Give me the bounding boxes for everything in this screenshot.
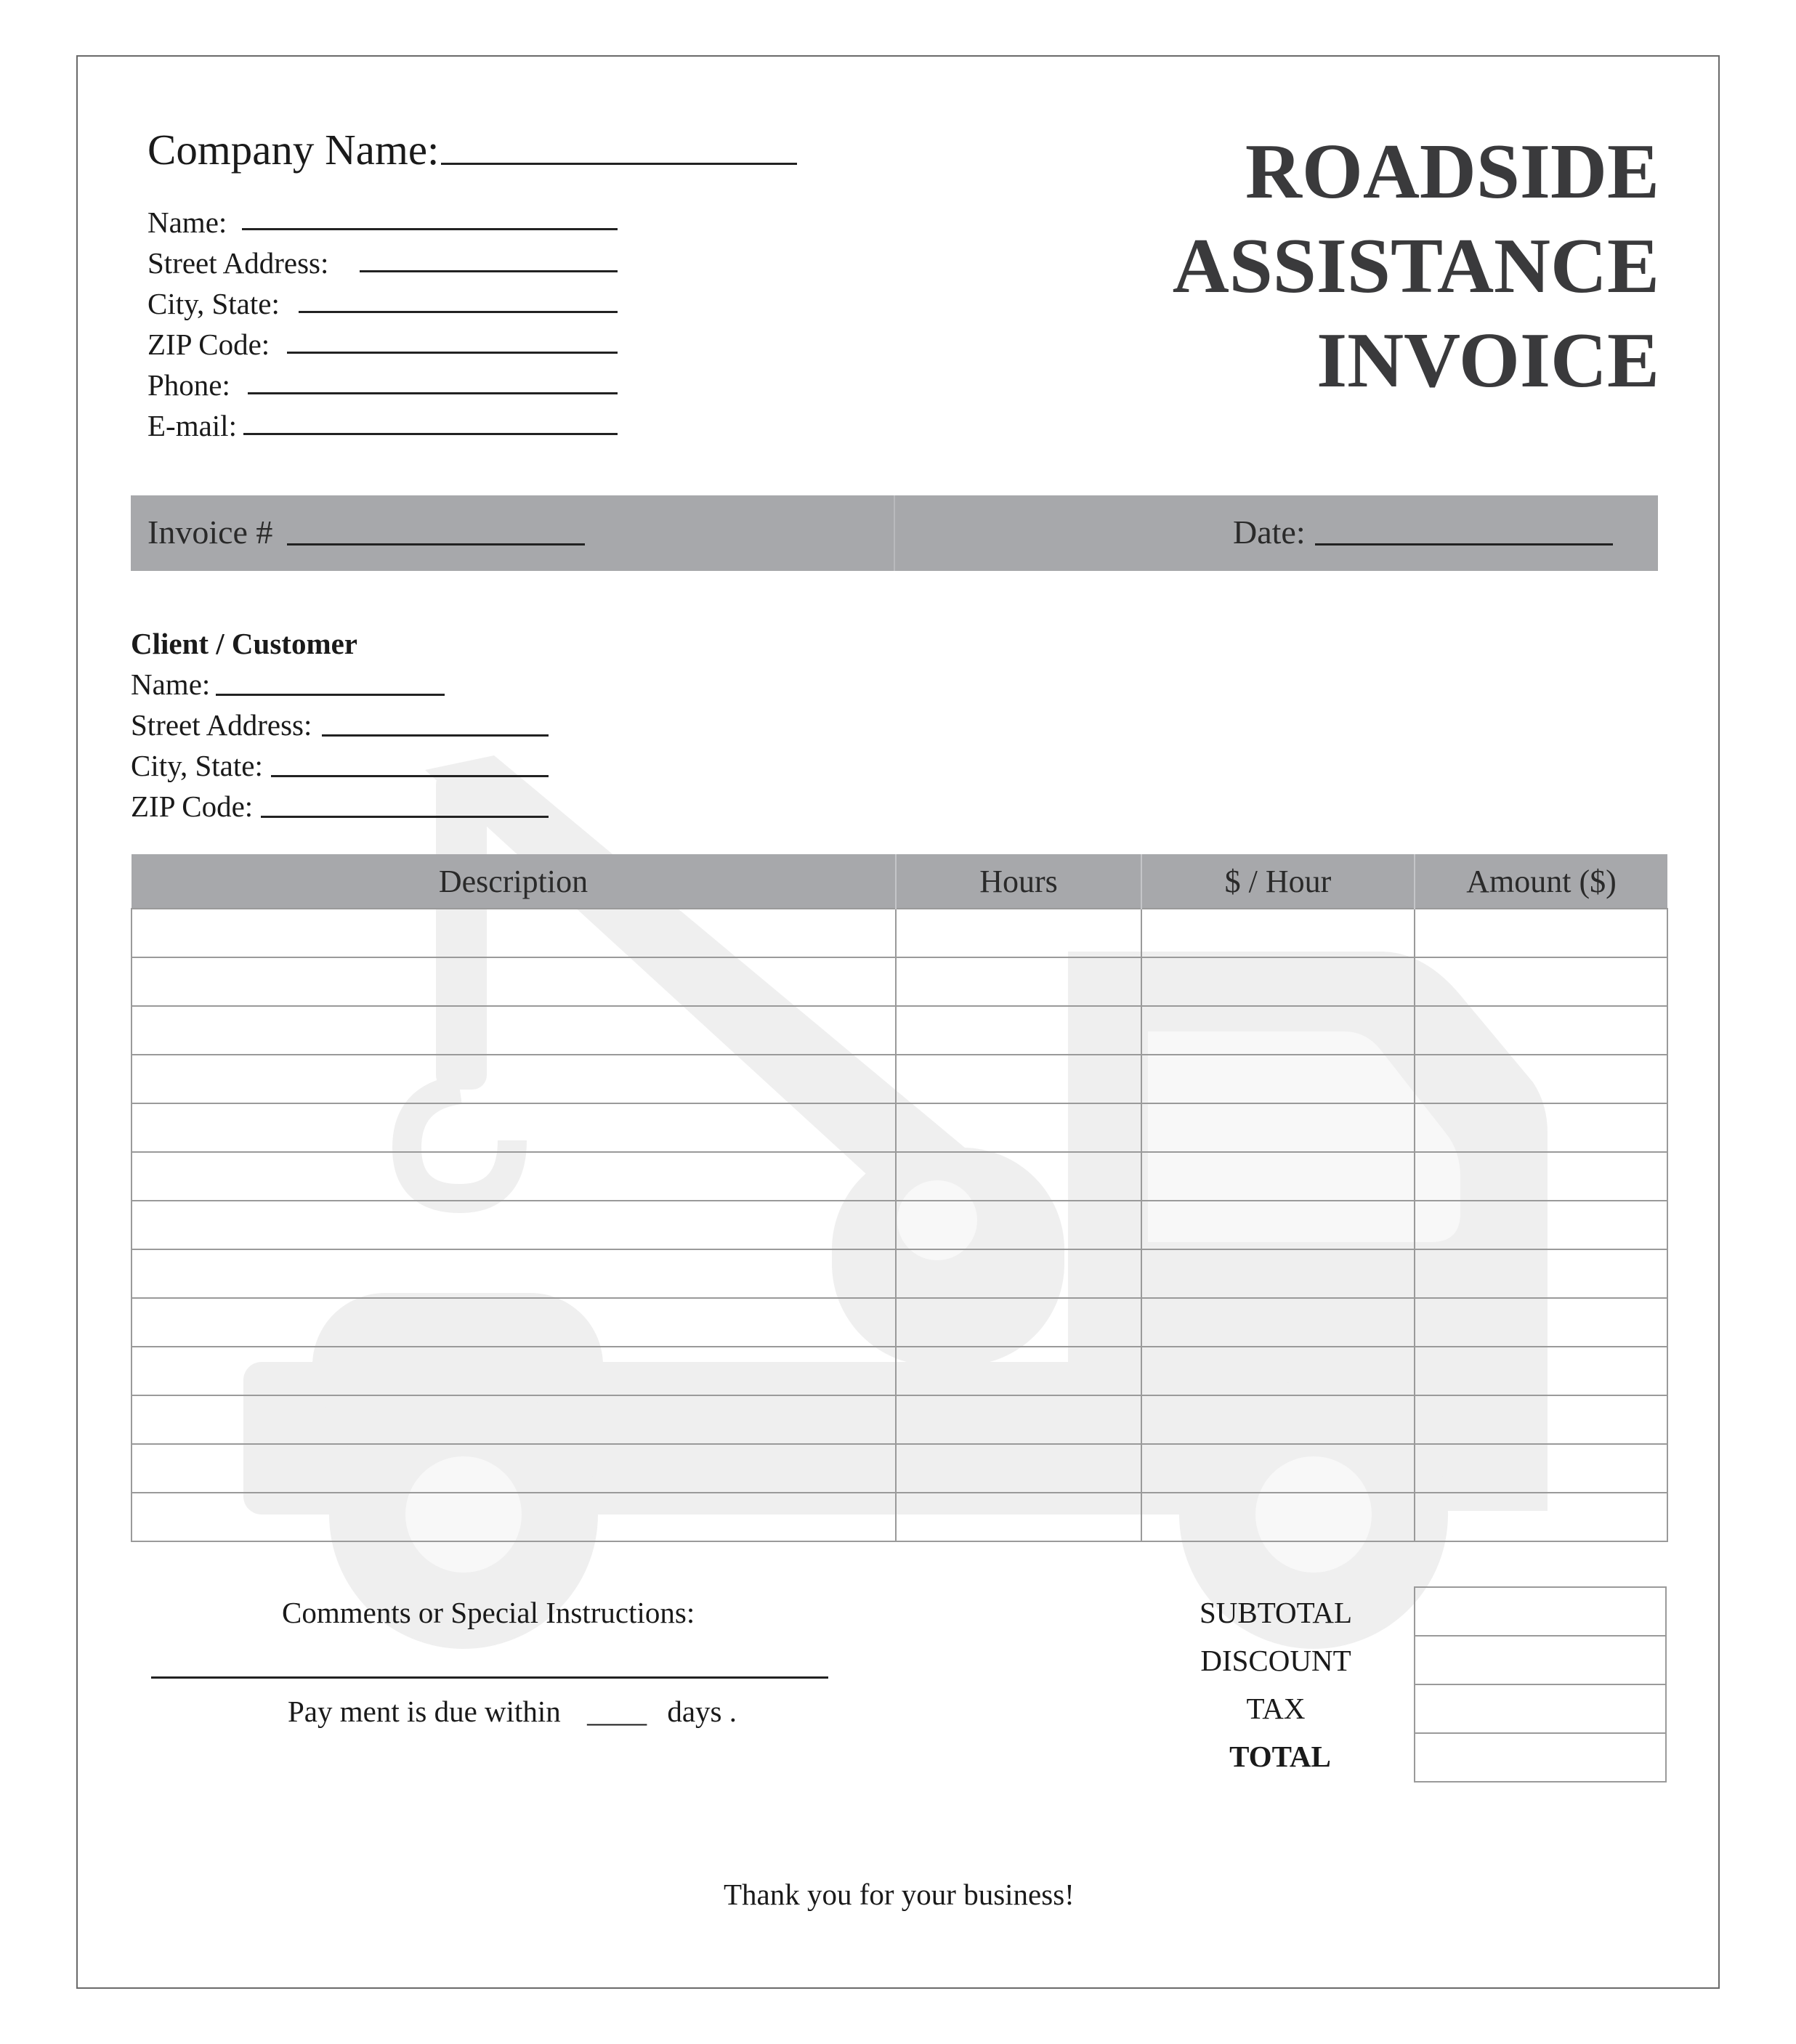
company-contact-name-line[interactable] [242,228,618,230]
table-row [132,1347,1667,1395]
rate-cell[interactable] [1141,1249,1415,1298]
description-cell[interactable] [132,1006,896,1055]
comments-line[interactable] [151,1676,828,1679]
table-row [132,1444,1667,1493]
description-cell[interactable] [132,1298,896,1347]
table-row [132,1152,1667,1201]
table-row [132,957,1667,1006]
description-cell[interactable] [132,1347,896,1395]
payment-prefix: Pay ment is due within [288,1695,561,1728]
rate-cell[interactable] [1141,1103,1415,1152]
table-row [132,1201,1667,1249]
hours-cell[interactable] [896,909,1141,957]
payment-days-blank[interactable]: ____ [587,1695,647,1728]
amount-header: Amount ($) [1415,854,1667,909]
description-cell[interactable] [132,1152,896,1201]
invoice-number-label: Invoice # [147,514,273,551]
description-cell[interactable] [132,1493,896,1541]
amount-cell[interactable] [1415,957,1667,1006]
amount-cell[interactable] [1415,1201,1667,1249]
rate-cell[interactable] [1141,1493,1415,1541]
amount-cell[interactable] [1415,1493,1667,1541]
rate-cell[interactable] [1141,1152,1415,1201]
description-cell[interactable] [132,1201,896,1249]
company-city-line[interactable] [299,311,618,313]
company-zip-line[interactable] [287,352,618,354]
invoice-date-bar [131,495,1658,571]
table-row [132,1006,1667,1055]
rate-cell[interactable] [1141,1201,1415,1249]
date-line[interactable] [1315,543,1613,546]
hours-cell[interactable] [896,1249,1141,1298]
company-phone-line[interactable] [248,392,618,394]
rate-cell[interactable] [1141,957,1415,1006]
description-cell[interactable] [132,909,896,957]
client-name-label: Name: [131,668,211,701]
discount-label: DISCOUNT [1200,1644,1351,1677]
company-contact-name-label: Name: [147,206,227,239]
amount-cell[interactable] [1415,1347,1667,1395]
company-email-label: E-mail: [147,409,237,442]
client-zip-line[interactable] [261,816,549,818]
client-heading: Client / Customer [131,627,358,660]
client-name-line[interactable] [216,694,445,696]
amount-cell[interactable] [1415,1444,1667,1493]
table-row [132,1055,1667,1103]
amount-cell[interactable] [1415,1006,1667,1055]
description-cell[interactable] [132,1103,896,1152]
rate-cell[interactable] [1141,1006,1415,1055]
comments-label: Comments or Special Instructions: [282,1596,695,1629]
hours-cell[interactable] [896,1395,1141,1444]
hours-cell[interactable] [896,1055,1141,1103]
table-row [132,1298,1667,1347]
hours-cell[interactable] [896,1006,1141,1055]
tax-cell[interactable] [1415,1684,1666,1733]
line-items-table [131,854,1668,1542]
description-cell[interactable] [132,1055,896,1103]
title-line-3: INVOICE [1316,317,1659,404]
client-city-line[interactable] [271,775,549,777]
invoice-number-line[interactable] [287,543,585,546]
hours-cell[interactable] [896,1493,1141,1541]
table-row [132,1249,1667,1298]
company-city-label: City, State: [147,287,280,320]
title-line-2: ASSISTANCE [1172,223,1659,309]
client-city-label: City, State: [131,749,263,782]
company-email-line[interactable] [243,433,618,435]
rate-cell[interactable] [1141,1298,1415,1347]
description-cell[interactable] [132,1395,896,1444]
hours-cell[interactable] [896,1201,1141,1249]
hours-cell[interactable] [896,1347,1141,1395]
description-cell[interactable] [132,1249,896,1298]
table-row [132,1493,1667,1541]
payment-terms [288,1694,737,1729]
description-cell[interactable] [132,1444,896,1493]
subtotal-cell[interactable] [1415,1587,1666,1636]
thank-you-note: Thank you for your business! [724,1878,1075,1911]
hours-cell[interactable] [896,957,1141,1006]
amount-cell[interactable] [1415,1055,1667,1103]
tax-label: TAX [1246,1692,1306,1725]
hours-cell[interactable] [896,1444,1141,1493]
rate-cell[interactable] [1141,1055,1415,1103]
table-row [132,1103,1667,1152]
amount-cell[interactable] [1415,1103,1667,1152]
rate-cell[interactable] [1141,909,1415,957]
document-title [1173,125,1659,408]
hours-header: Hours [896,854,1141,909]
hours-cell[interactable] [896,1103,1141,1152]
amount-cell[interactable] [1415,1298,1667,1347]
rate-cell[interactable] [1141,1395,1415,1444]
client-street-label: Street Address: [131,708,312,742]
payment-suffix: days . [667,1695,737,1728]
hours-cell[interactable] [896,1298,1141,1347]
table-row [132,1395,1667,1444]
company-name-label: Company Name: [147,126,440,174]
company-phone-label: Phone: [147,368,230,402]
company-zip-label: ZIP Code: [147,328,270,361]
amount-cell[interactable] [1415,1395,1667,1444]
bar-divider [894,495,895,571]
discount-cell[interactable] [1415,1636,1666,1684]
company-street-label: Street Address: [147,246,329,280]
date-label: Date: [1233,514,1306,551]
description-cell[interactable] [132,957,896,1006]
hours-cell[interactable] [896,1152,1141,1201]
amount-cell[interactable] [1415,1152,1667,1201]
totals-table [1414,1586,1667,1783]
company-name-line[interactable] [441,163,797,165]
amount-cell[interactable] [1415,909,1667,957]
total-cell[interactable] [1415,1733,1666,1782]
title-line-1: ROADSIDE [1245,129,1659,215]
table-row [132,909,1667,957]
amount-cell[interactable] [1415,1249,1667,1298]
table-header-row [132,854,1667,909]
company-street-line[interactable] [360,270,618,272]
subtotal-label: SUBTOTAL [1199,1596,1353,1629]
description-header: Description [132,854,896,909]
rate-header: $ / Hour [1141,854,1415,909]
rate-cell[interactable] [1141,1444,1415,1493]
client-street-line[interactable] [322,734,549,737]
rate-cell[interactable] [1141,1347,1415,1395]
client-zip-label: ZIP Code: [131,790,254,823]
total-label: TOTAL [1229,1740,1331,1773]
